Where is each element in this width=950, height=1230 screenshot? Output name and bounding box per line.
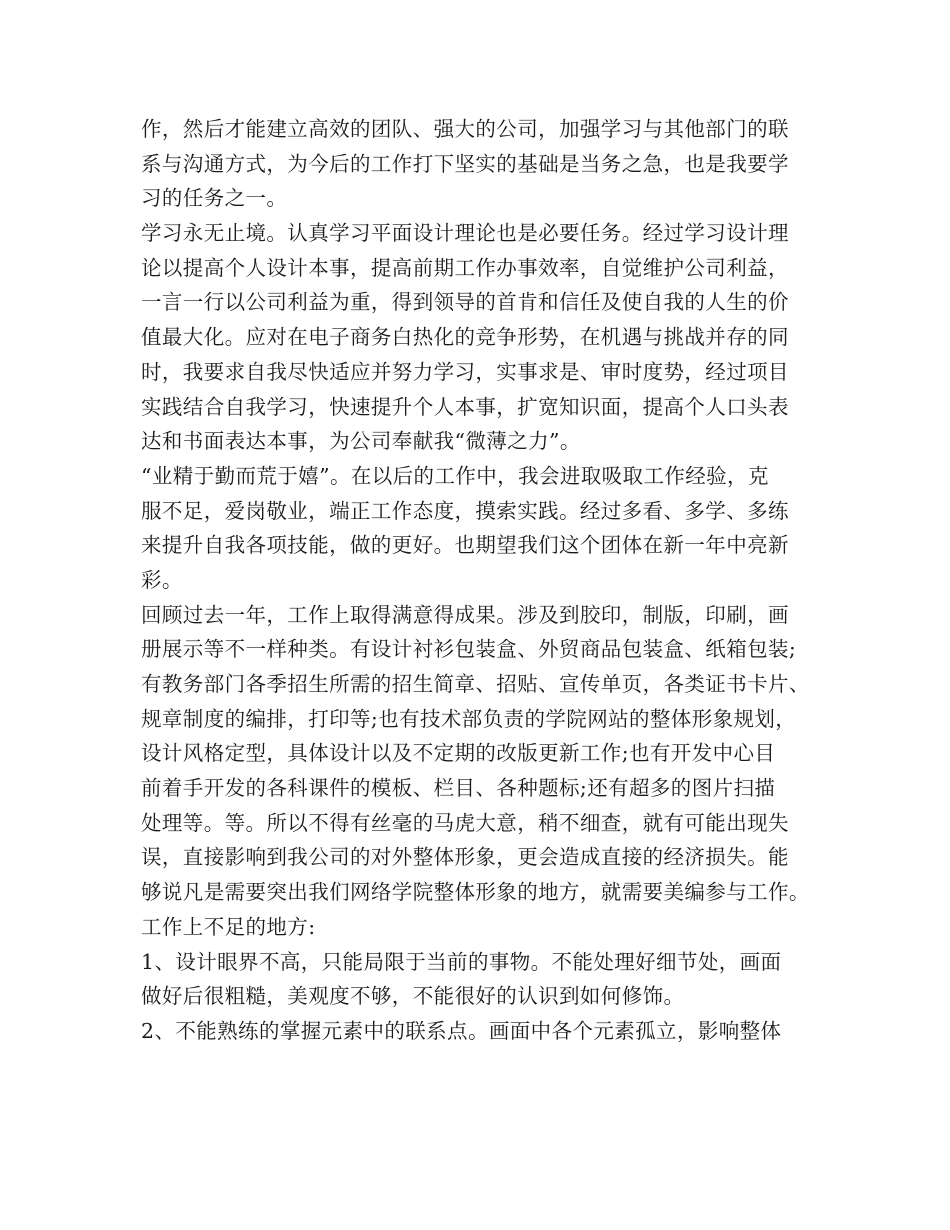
text-line: 达和书面表达本事，为公司奉献我“微薄之力”。 bbox=[141, 429, 581, 454]
text-line: 值最大化。应对在电子商务白热化的竞争形势，在机遇与挑战并存的同 bbox=[141, 325, 789, 350]
text-line: “业精于勤而荒于嬉”。在以后的工作中，我会进取吸取工作经验，克 bbox=[141, 463, 769, 488]
text-line: 设计风格定型，具体设计以及不定期的改版更新工作;也有开发中心目 bbox=[141, 741, 776, 766]
text-line: 时，我要求自我尽快适应并努力学习，实事求是、审时度势，经过项目 bbox=[141, 359, 789, 384]
text-line: 有教务部门各季招生所需的招生简章、招贴、宣传单页，各类证书卡片、 bbox=[141, 672, 810, 696]
text-line: 系与沟通方式，为今后的工作打下坚实的基础是当务之急，也是我要学 bbox=[141, 151, 789, 176]
text-line: 作，然后才能建立高效的团队、强大的公司，加强学习与其他部门的联 bbox=[141, 117, 789, 141]
text-line: 够说凡是需要突出我们网络学院整体形象的地方，就需要美编参与工作。 bbox=[141, 880, 810, 905]
text-line: 服不足，爱岗敬业，端正工作态度，摸索实践。经过多看、多学、多练 bbox=[141, 498, 789, 523]
text-line: 论以提高个人设计本事，提高前期工作办事效率，自觉维护公司利益， bbox=[141, 255, 789, 280]
text-line: 规章制度的编排，打印等;也有技术部负责的学院网站的整体形象规划， bbox=[141, 706, 797, 731]
text-line: 一言一行以公司利益为重，得到领导的首肯和信任及使自我的人生的价 bbox=[141, 290, 789, 315]
text-line: 回顾过去一年，工作上取得满意得成果。涉及到胶印，制版，印刷，画 bbox=[141, 602, 789, 627]
text-line: 2、不能熟练的掌握元素中的联系点。画面中各个元素孤立，影响整体 bbox=[141, 1018, 782, 1043]
text-line: 工作上不足的地方: bbox=[141, 914, 316, 939]
text-line: 习的任务之一。 bbox=[141, 186, 288, 211]
text-line: 彩。 bbox=[141, 567, 183, 592]
text-line: 来提升自我各项技能，做的更好。也期望我们这个团体在新一年中亮新 bbox=[141, 533, 789, 558]
text-line: 前着手开发的各科课件的模板、栏目、各种题标;还有超多的图片扫描 bbox=[141, 776, 776, 801]
text-line: 册展示等不一样种类。有设计衬衫包装盒、外贸商品包装盒、纸箱包装; bbox=[141, 637, 797, 662]
text-line: 做好后很粗糙，美观度不够，不能很好的认识到如何修饰。 bbox=[141, 984, 685, 1009]
text-line: 误，直接影响到我公司的对外整体形象，更会造成直接的经济损失。能 bbox=[141, 845, 789, 870]
text-line: 学习永无止境。认真学习平面设计理论也是必要任务。经过学习设计理 bbox=[141, 221, 789, 246]
text-line: 1、设计眼界不高，只能局限于当前的事物。不能处理好细节处，画面 bbox=[141, 949, 782, 974]
text-line: 处理等。等。所以不得有丝毫的马虎大意，稍不细查，就有可能出现失 bbox=[141, 810, 789, 835]
document-body bbox=[141, 112, 841, 1049]
text-line: 实践结合自我学习，快速提升个人本事，扩宽知识面，提高个人口头表 bbox=[141, 394, 789, 419]
